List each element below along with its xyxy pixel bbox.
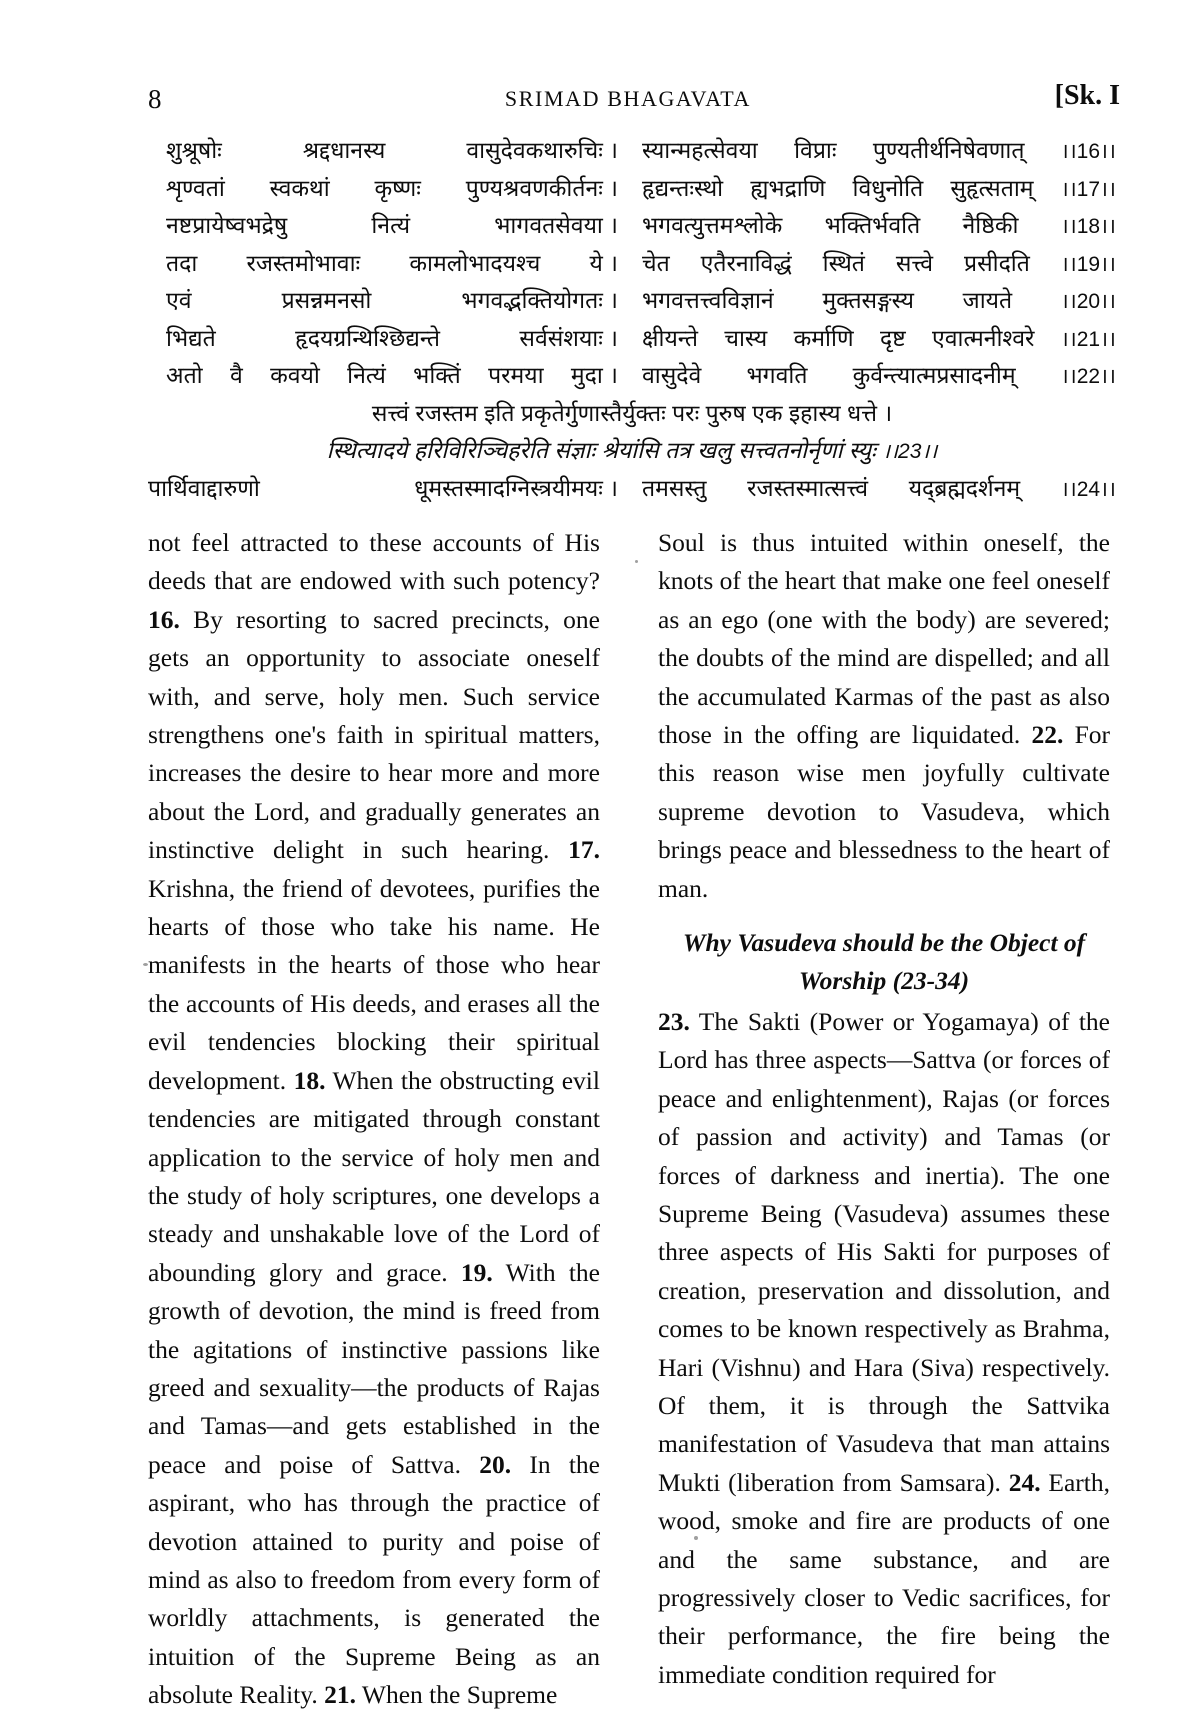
verse-marker: 16. xyxy=(148,604,180,634)
paragraph-text: Krishna, the friend of devotees, purifies the hearts of those who take his name. He manifests in the hearts of those who hear the accounts of His deeds, and erases all the evil tendencies blocking their spiritual development. xyxy=(148,873,600,1095)
verse-number: ।।20।। xyxy=(1060,290,1116,313)
page-folio-number: 8 xyxy=(148,84,162,114)
paragraph-text: The Sakti (Power or Yogamaya) of the Lord has three aspects—Sattva (or forces of peace and enlightenment), Rajas (or forces of passion and activity) and Tamas (or forces of darkness and inertia). The one Supreme Being (Vasudeva) assumes these three aspects of His Sakti for purposes of creation, preservation and dissolution, and comes to be known respectively as Brahma, Hari (Vishnu) and Hara (Siva) respectively. Of them, it is through the Sattvika manifestation of Vasudeva that man attains Mukti (liberation from Samsara). xyxy=(658,1006,1110,1497)
verse-pada-right xyxy=(642,470,1116,509)
verse-marker: 21. xyxy=(324,1680,356,1710)
verse-word: सत्त्वे xyxy=(895,249,934,276)
verse-word: धूमस्तस्मादग्निस्त्रयीमयः । xyxy=(414,474,618,501)
verse-pada-left xyxy=(166,132,618,170)
running-head xyxy=(148,80,1120,116)
verse-word: स्थित्यादये हरिविरिञ्चिहरेति संज्ञाः श्रेयांसि तत्र खलु सत्त्वतनोर्नृणां स्युः xyxy=(326,437,876,463)
paragraph-text: Earth, wood, smoke and fire are products of one and the same substance, and are progressively closer to Vedic sacrifices, for their performance, the fire being the immediate condition required for xyxy=(658,1467,1110,1689)
paragraph-text: When the obstructing evil tendencies are mitigated through constant application to the service of holy men and the study of holy scriptures, one develops a steady and unshakable love of the Lord of abounding glory and grace. xyxy=(148,1065,600,1287)
verse-word: चास्य xyxy=(724,324,768,351)
verse-number: ।।21।। xyxy=(1060,327,1116,351)
verse-word: भगवति xyxy=(746,362,808,388)
verse-text-centered: सत्त्वं रजस्तम इति प्रकृतेर्गुणास्तैर्युक्तः परः पुरुष एक इहास्य धत्ते । xyxy=(371,399,893,426)
verse-word: कुर्वन्त्यात्मप्रसादनीम् xyxy=(852,362,1016,388)
subheading-line-2: Worship (23-34) xyxy=(798,966,970,996)
commentary-column-right xyxy=(658,524,1110,1694)
scan-artifact xyxy=(694,1536,698,1540)
verse-pada-right xyxy=(642,282,1116,321)
verse-word: कृष्णः xyxy=(374,174,421,201)
verse-pada-right xyxy=(642,357,1116,396)
verse-word: नैष्ठिकी xyxy=(962,212,1019,238)
book-marker: [Sk. I xyxy=(1054,80,1120,111)
verse-word: नष्टप्रायेष्वभद्रेषु xyxy=(166,212,288,238)
subheading-line-1: Why Vasudeva should be the Object of xyxy=(682,928,1086,958)
verse-number: ।।22।। xyxy=(1060,365,1116,388)
scan-artifact xyxy=(635,560,638,563)
verse-pada-left xyxy=(166,245,618,283)
verse-marker: 20. xyxy=(479,1449,512,1479)
paragraph-text: not feel attracted to these accounts of His deeds that are endowed with such potency? xyxy=(148,528,600,596)
paragraph-text: With the growth of devotion, the mind is freed from the agitations of instinctive passions like greed and sexuality—the products of Rajas and Tamas—and gets established in the peace and poise of Sattva. xyxy=(148,1257,600,1479)
verse-word: जायते xyxy=(962,287,1013,313)
scan-artifact xyxy=(143,963,148,966)
verse-word: तदा xyxy=(166,249,198,276)
verse-line xyxy=(148,170,1116,208)
verse-word: हृद्यन्तःस्थो xyxy=(642,174,724,201)
commentary-paragraph xyxy=(658,524,1110,908)
verse-word: विप्राः xyxy=(794,137,837,163)
verse-word: कर्माणि xyxy=(793,324,854,351)
verse-pada-left xyxy=(166,207,618,245)
verse-word: पुण्यतीर्थनिषेवणात् xyxy=(872,137,1025,163)
verse-number: ।।16।। xyxy=(1060,140,1116,163)
verse-marker: 24. xyxy=(1008,1467,1041,1497)
verse-word: वासुदेवकथारुचिः । xyxy=(466,137,618,163)
verse-word: भिद्यते xyxy=(166,324,216,351)
verse-pada-left xyxy=(166,320,618,358)
paragraph-text: When the Supreme xyxy=(355,1680,558,1710)
section-subheading xyxy=(658,924,1110,1001)
verse-word: स्वकथां xyxy=(269,174,330,201)
verse-word: नित्यं xyxy=(347,362,386,388)
verse-number: ।।18।। xyxy=(1060,215,1116,238)
verse-marker: 19. xyxy=(460,1257,493,1287)
verse-word: तमसस्तु xyxy=(642,474,707,501)
verse-word: पार्थिवाद्दारुणो xyxy=(148,474,260,501)
verse-word: दृष्ट xyxy=(879,324,906,351)
verse-line-centered xyxy=(148,395,1116,433)
commentary-paragraph xyxy=(148,524,600,1715)
verse-line xyxy=(148,132,1116,170)
verse-word: वासुदेवे xyxy=(642,362,702,388)
verse-word: श्रद्दधानस्य xyxy=(302,137,386,163)
verse-number: ।।19।। xyxy=(1060,252,1116,276)
verse-word: नित्यं xyxy=(371,212,411,238)
verse-word: भक्तिं xyxy=(413,362,461,388)
verse-word: स्यान्महत्सेवया xyxy=(642,137,758,163)
verse-word: पुण्यश्रवणकीर्तनः । xyxy=(465,174,618,201)
verse-pada-right xyxy=(642,320,1116,359)
verse-word: भगवत्युत्तमश्लोके xyxy=(642,212,783,238)
verse-pada-right xyxy=(642,245,1116,284)
verse-word: मुक्तसङ्गस्य xyxy=(822,287,914,313)
verse-word: स्थितं xyxy=(822,249,865,276)
verse-word: भगवत्तत्त्वविज्ञानं xyxy=(642,287,774,313)
verse-pada-left xyxy=(166,170,618,208)
verse-line xyxy=(148,245,1116,283)
verse-marker: 23. xyxy=(658,1006,690,1036)
verse-word: रजस्तस्मात्सत्त्वं xyxy=(747,474,869,501)
verse-word: वै xyxy=(229,362,243,388)
verse-word: प्रसीदति xyxy=(963,249,1030,276)
commentary-column-left xyxy=(148,524,600,1715)
sanskrit-verse-block xyxy=(148,132,1116,507)
verse-word: सर्वसंशयाः । xyxy=(519,324,618,351)
verse-line xyxy=(148,207,1116,245)
verse-word: ये । xyxy=(589,249,618,276)
verse-word: अतो xyxy=(166,362,203,388)
verse-word: भागवतसेवया । xyxy=(494,212,618,238)
verse-word: यद्ब्रह्मदर्शनम् xyxy=(908,474,1021,501)
verse-word: चेत xyxy=(642,249,670,276)
verse-word: भक्तिर्भवति xyxy=(824,212,921,238)
verse-word: शृण्वतां xyxy=(166,174,225,201)
verse-word: परमया xyxy=(488,362,544,388)
verse-word: भगवद्भक्तियोगतः । xyxy=(461,287,618,313)
verse-word: एवात्मनीश्वरे xyxy=(932,324,1035,351)
paragraph-text: For this reason wise men joyfully cultivate supreme devotion to Vasudeva, which brings peace and blessedness to the heart of man. xyxy=(658,720,1110,903)
verse-line xyxy=(148,320,1116,358)
verse-pada-left xyxy=(166,282,618,320)
running-title: SRIMAD BHAGAVATA xyxy=(504,86,752,111)
commentary-columns xyxy=(148,524,1110,1710)
verse-word: क्षीयन्ते xyxy=(642,324,698,351)
verse-word: एवं xyxy=(166,287,192,313)
verse-text-centered-italic xyxy=(148,432,1116,470)
verse-pada-right xyxy=(642,207,1116,246)
verse-word: रजस्तमोभावाः xyxy=(246,249,361,276)
verse-marker: 17. xyxy=(568,835,600,865)
verse-word: सुहृत्सताम् xyxy=(950,174,1034,201)
verse-line xyxy=(148,470,1116,508)
verse-word: विधुनोति xyxy=(852,174,924,201)
verse-word: कवयो xyxy=(270,362,320,388)
paragraph-text: By resorting to sacred precincts, one gets an opportunity to associate oneself with, and serve, holy men. Such service strengthens one's faith in spiritual matters, increases the desire to hear more and more about the Lord, and gradually generates an instinctive delight in such hearing. xyxy=(148,604,600,865)
verse-line xyxy=(148,282,1116,320)
verse-word: कामलोभादयश्च xyxy=(409,249,541,276)
verse-word: प्रसन्नमनसो xyxy=(281,287,372,313)
verse-marker: 22. xyxy=(1031,720,1064,750)
verse-word: शुश्रूषोः xyxy=(166,137,222,163)
verse-number: ।।24।। xyxy=(1060,477,1116,501)
paragraph-text: Soul is thus intuited within oneself, the knots of the heart that make one feel oneself as an ego (one with the body) are severed; the doubts of the mind are dispelled; and all the accumulated Karmas of the past as also those in the offing are liquidated. xyxy=(658,528,1110,750)
verse-number: ।।17।। xyxy=(1060,177,1116,201)
verse-line xyxy=(148,357,1116,395)
verse-pada-left xyxy=(148,470,618,508)
verse-pada-right xyxy=(642,170,1116,209)
verse-word: एतैरनाविद्धं xyxy=(700,249,792,276)
verse-word: ह्यभद्राणि xyxy=(750,174,826,201)
verse-marker: 18. xyxy=(293,1065,326,1095)
verse-pada-left xyxy=(166,357,618,395)
paragraph-text: In the aspirant, who has through the practice of devotion attained to purity and poise of mind as also to freedom from every form of worldly attachments, is generated the intuition of the Supreme Being as an absolute Reality. xyxy=(148,1449,600,1710)
verse-word: मुदा । xyxy=(570,362,618,388)
verse-line-centered xyxy=(148,432,1116,470)
verse-word: हृदयग्रन्थिश्छिद्यन्ते xyxy=(295,324,441,351)
verse-number: ।।23।। xyxy=(882,440,938,463)
verse-pada-right xyxy=(642,132,1116,171)
commentary-paragraph xyxy=(658,1003,1110,1694)
